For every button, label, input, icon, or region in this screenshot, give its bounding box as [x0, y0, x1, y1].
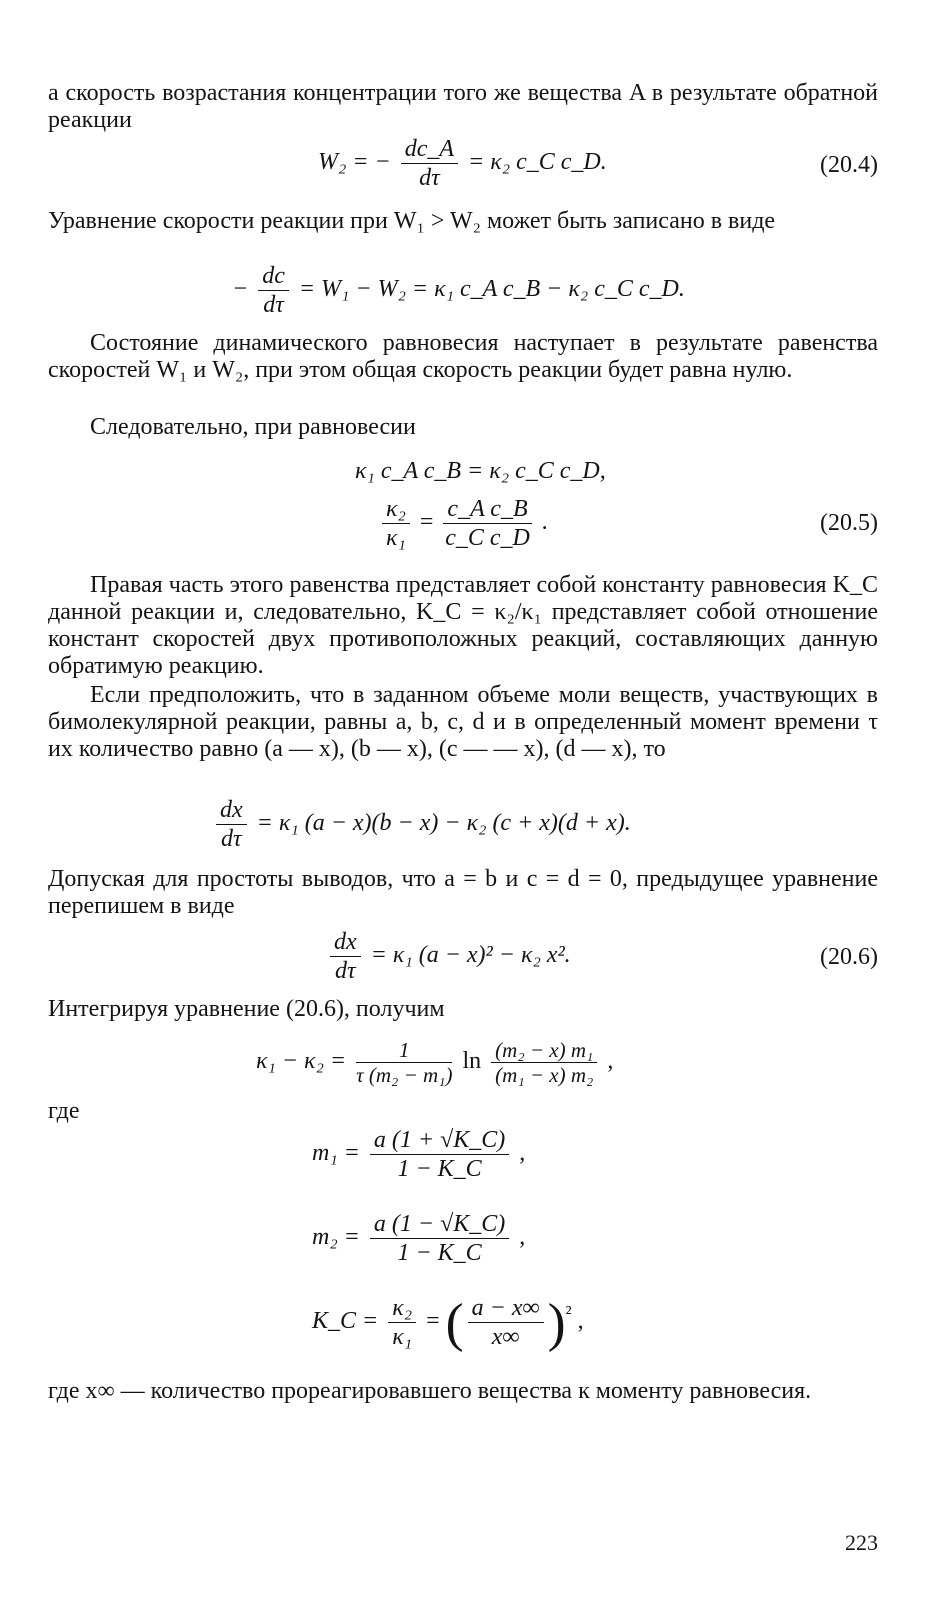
paragraph-reverse-reaction: а скорость возрастания концентрации того же вещества A в результате обратной реакции — [48, 80, 878, 133]
equation-20-6: $\frac{dx}{d\tau}$ = κ₁ (a − x)² − κ₂ x². — [326, 928, 571, 985]
equation-equilibrium: κ₁ c_A c_B = κ₂ c_C c_D, — [355, 458, 606, 484]
equation-dx-dtau: $\frac{dx}{d\tau}$ = κ₁ (a − x)(b − x) − κ₂ (c + x)(d + x). — [212, 796, 631, 853]
paragraph-integrating: Интегрируя уравнение (20.6), получим — [48, 996, 445, 1022]
equation-integrated-rate: κ₁ − κ₂ = $\frac{1}{\text{τ (m₂ − m₁)}}$ ln $\frac{\text{(m₂ − x) m₁}}{\text{(m₁ − x) m₂}}$ , — [256, 1038, 614, 1087]
page-number: 223 — [845, 1530, 878, 1555]
equation-net-rate: − $\frac{dc}{d\tau}$ = W₁ − W₂ = κ₁ c_A c_B − κ₂ c_C c_D. — [232, 263, 685, 318]
paragraph-equilibrium-constant: Правая часть этого равенства представляет собой константу равновесия K_C данной реакции и, следовательно, K_C = κ₂/κ₁ представляет собой отношение констант скоростей двух противоположных реакций, составляющих данную обратимую реакцию. — [48, 572, 878, 679]
paragraph-x-infinity: где x∞ — количество прореагировавшего вещества к моменту равновесия. — [48, 1378, 812, 1404]
equation-kc: K_C = $\frac{\text{κ₂}}{\text{κ₁}}$ = ( $\frac{a - x\infty}{x\infty}$ )$^{^2}$ , — [312, 1292, 584, 1353]
paragraph-therefore: Следовательно, при равновесии — [90, 414, 416, 440]
equation-20-5: $\frac{\text{κ₂}}{\text{κ₁}}$ = $\frac{\text{c\_A c\_B}}{\text{c\_C c\_D}}$ . — [378, 495, 548, 552]
equation-number-20-4: (20.4) — [820, 152, 878, 178]
paragraph-simplification: Допуская для простоты выводов, что a = b и c = d = 0, предыдущее уравнение перепишем в виде — [48, 866, 878, 919]
equation-m2: m₂ = $\frac{a (1 - √K\_C)}{1 - K\_C}$ , — [312, 1211, 526, 1266]
equation-m1: m₁ = $\frac{a (1 + √K\_C)}{1 - K\_C}$ , — [312, 1127, 526, 1182]
label-where: где — [48, 1098, 80, 1124]
equation-number-20-6: (20.6) — [820, 944, 878, 970]
equation-number-20-5: (20.5) — [820, 510, 878, 536]
paragraph-rate-equation: Уравнение скорости реакции при W₁ > W₂ может быть записано в виде — [48, 208, 776, 234]
equation-20-4: W₂ = − $\frac{dc\_A}{d\tau}$ = κ₂ c_C c_D. — [318, 136, 607, 191]
paragraph-bimolecular-assumption: Если предположить, что в заданном объеме моли веществ, участвующих в бимолекулярной реакции, равны a, b, c, d и в определенный момент времени τ их количество равно (a — x), (b — x), (c — — x), (d — x), то — [48, 682, 878, 762]
paragraph-dynamic-equilibrium: Состояние динамического равновесия наступает в результате равенства скоростей W₁ и W₂, при этом общая скорость реакции будет равна нулю. — [48, 330, 878, 383]
